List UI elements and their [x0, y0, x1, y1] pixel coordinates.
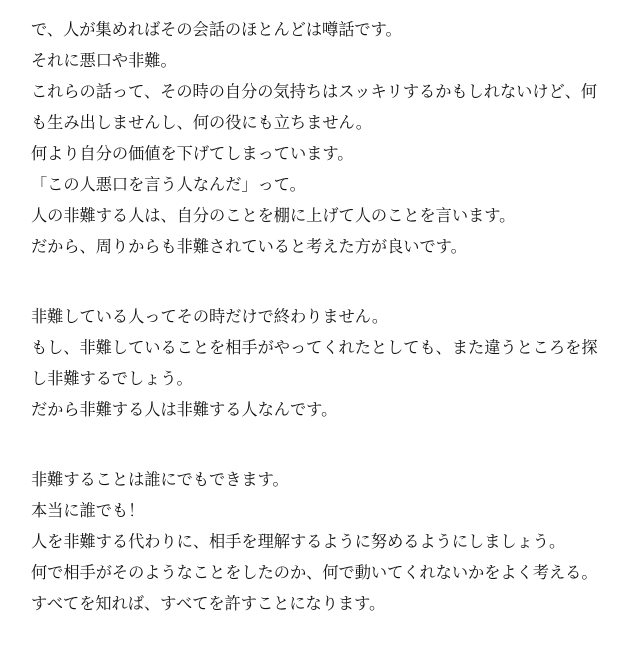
text-line: 「この人悪口を言う人なんだ」って。	[31, 175, 306, 194]
text-line: も生み出しませんし、何の役にも立ちません。	[31, 113, 372, 132]
text-line: 非難することは誰にでもできます。	[31, 470, 289, 489]
text-line: 人の非難する人は、自分のことを棚に上げて人のことを言います。	[31, 206, 516, 225]
text-line: 何で相手がそのようなことをしたのか、何で動いてくれないかをよく考える。	[31, 563, 598, 582]
text-line: 本当に誰でも！	[31, 501, 145, 520]
text-line: し非難するでしょう。	[31, 369, 193, 388]
text-line: もし、非難していることを相手がやってくれたとしても、また違うところを探	[31, 338, 598, 357]
text-line: それに悪口や非難。	[31, 51, 177, 70]
text-line: で、人が集めればその会話のほとんどは噂話です。	[31, 20, 402, 39]
text-line: これらの話って、その時の自分の気持ちはスッキリするかもしれないけど、何	[31, 82, 598, 101]
article-body	[31, 14, 621, 658]
text-line: だから非難する人は非難する人なんです。	[31, 400, 338, 419]
text-line: すべてを知れば、すべてを許すことになります。	[31, 594, 386, 613]
text-line: 非難している人ってその時だけで終わりません。	[31, 307, 389, 326]
paragraph-3	[31, 464, 621, 619]
text-line: 人を非難する代わりに、相手を理解するように努めるようにしましょう。	[31, 532, 566, 551]
text-line: だから、周りからも非難されていると考えた方が良いです。	[31, 237, 467, 256]
text-line: 何より自分の価値を下げてしまっています。	[31, 144, 354, 163]
paragraph-1	[31, 14, 621, 262]
paragraph-2	[31, 301, 621, 425]
